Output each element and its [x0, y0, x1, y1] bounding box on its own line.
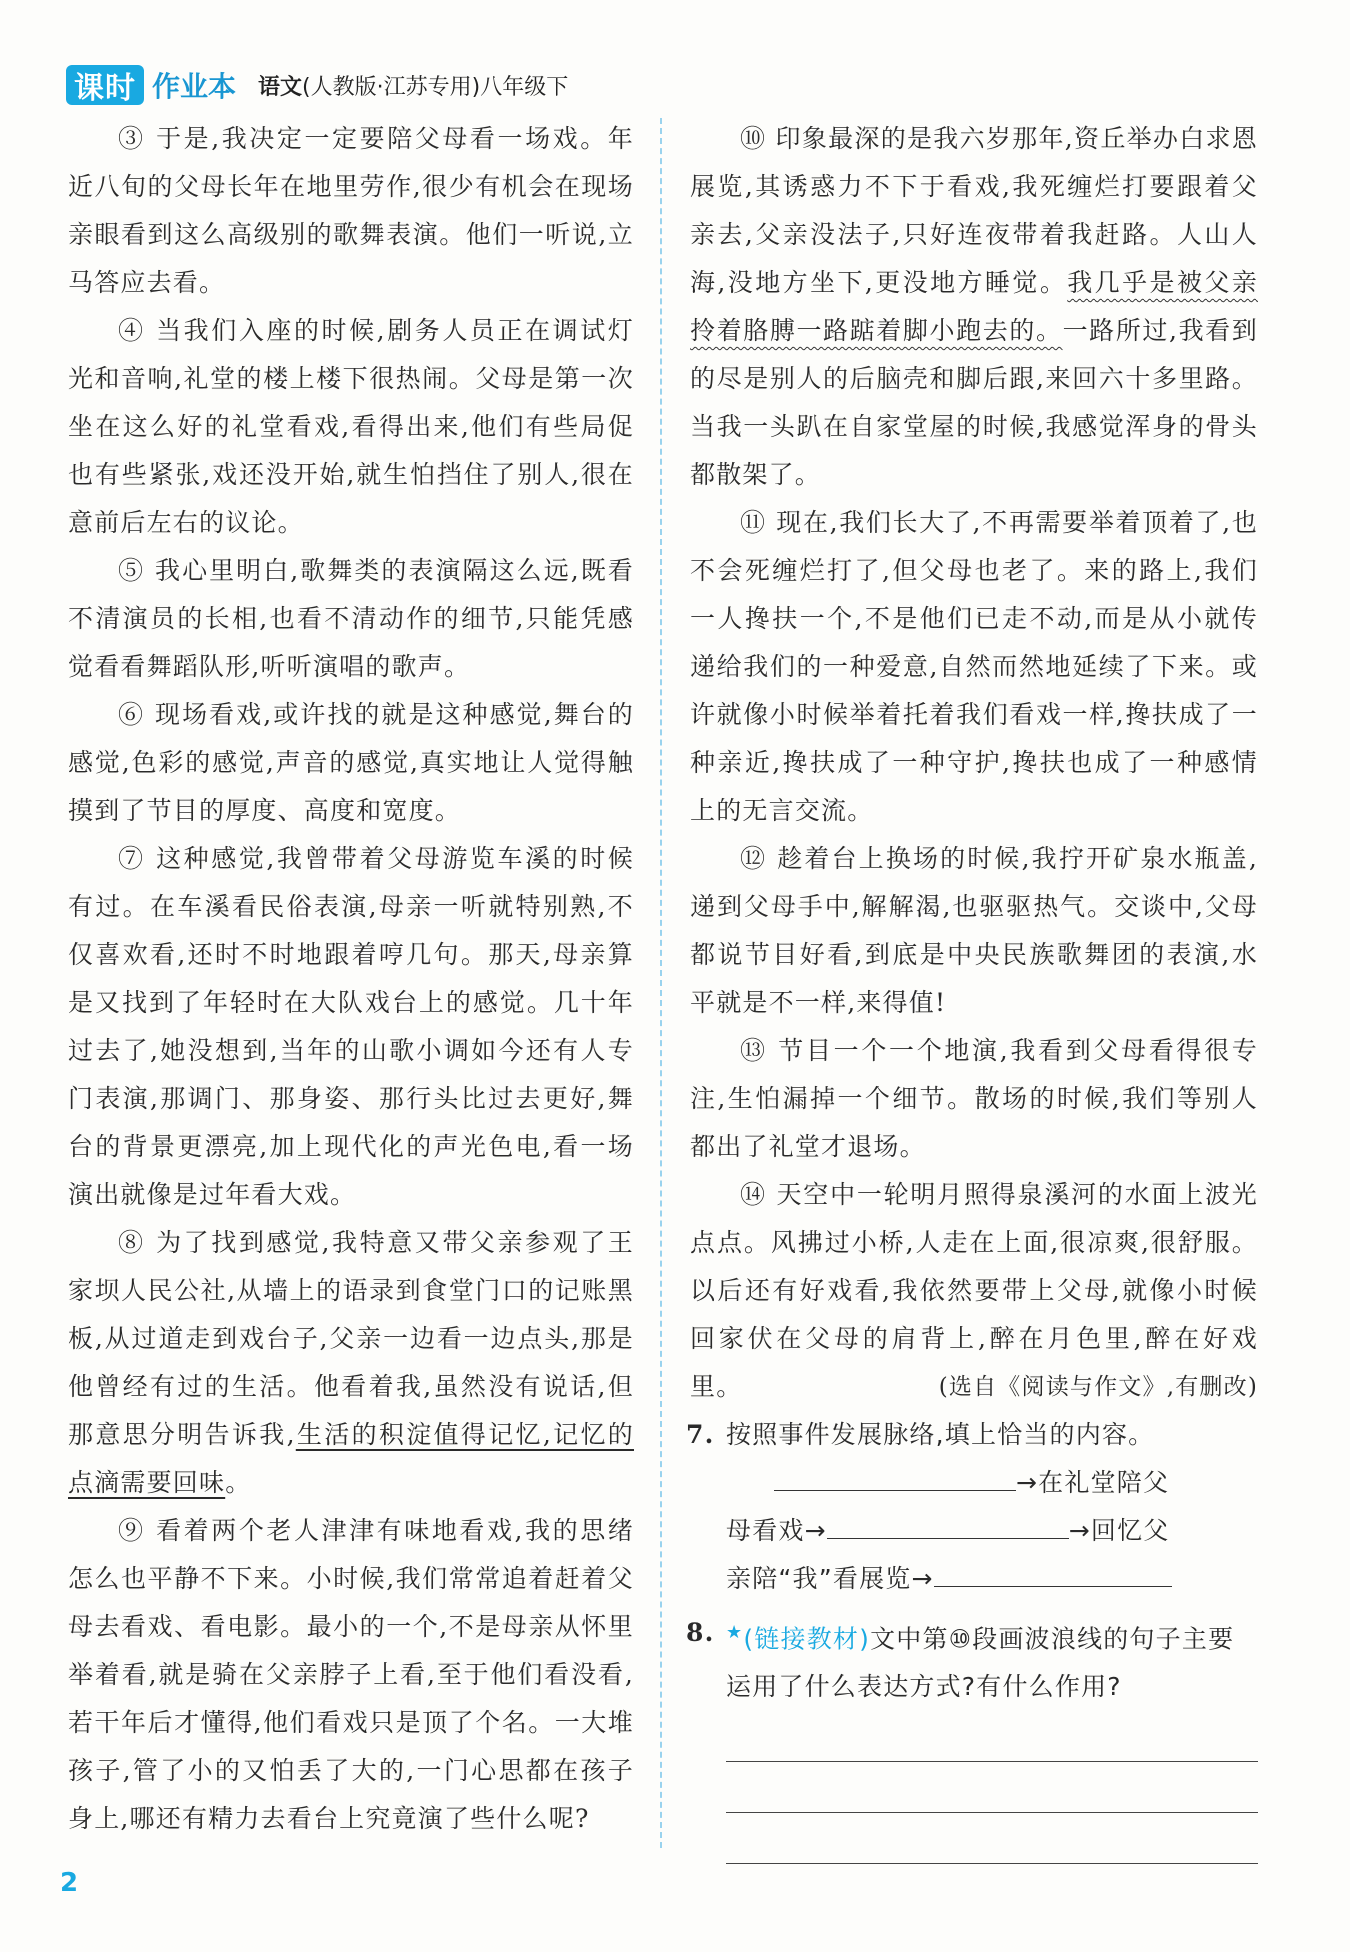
subject-name: 语文 [258, 74, 303, 100]
paragraph-8-end: 。 [225, 1468, 252, 1497]
flow-step-4: 亲陪“我”看展览→ [726, 1564, 934, 1593]
paragraph-12: ⑫ 趁着台上换场的时候,我拧开矿泉水瓶盖,递到父母手中,解解渴,也驱驱热气。交谈中,父母都说节目好看,到底是中央民族歌舞团的表演,水平就是不一样,来得值! [690, 844, 1258, 1017]
subject-label [258, 70, 568, 101]
paragraph-10-rest: 一路所过,我看到的尽是别人的后脑壳和脚后跟,来回六十多里路。当我一头趴在自家堂屋的时候,我感觉浑身的骨头都散架了。 [690, 316, 1258, 489]
answer-line-2[interactable] [726, 1762, 1258, 1813]
star-icon: ★ [726, 1622, 744, 1643]
paragraph-10-text: ⑩ 印象最深的是我六岁那年,资丘举办白求恩展览,其诱惑力不下于看戏,我死缠烂打要跟着父亲去,父亲没法子,只好连夜带着我赶路。人山人海,没地方坐下,更没地方睡觉。 [690, 124, 1258, 297]
answer-blank-1[interactable] [774, 1460, 1016, 1491]
paragraph-11: ⑪ 现在,我们长大了,不再需要举着顶着了,也不会死缠烂打了,但父母也老了。来的路上,我们一人搀扶一个,不是他们已走不动,而是从小就传递给我们的一种爱意,自然而然地延续了下来。或许就像小时候举着托着我们看戏一样,搀扶成了一种亲近,搀扶成了一种守护,搀扶也成了一种感情上的无言交流。 [690, 508, 1258, 825]
answer-blank-2[interactable] [827, 1508, 1069, 1539]
wavy-underlined-sentence: 我几乎是被父亲拎着胳膊一路踮着脚小跑去的。 [690, 268, 1258, 345]
paragraph-4: ④ 当我们入座的时候,剧务人员正在调试灯光和音响,礼堂的楼上楼下很热闹。父母是第一次坐在这么好的礼堂看戏,看得出来,他们有些局促也有些紧张,戏还没开始,就生怕挡住了别人,很在意前后左右的议论。 [68, 316, 634, 537]
paragraph-13: ⑬ 节目一个一个地演,我看到父母看得很专注,生怕漏掉一个细节。散场的时候,我们等别人都出了礼堂才退场。 [690, 1036, 1258, 1161]
paragraph-14 [690, 1171, 1258, 1411]
left-column [68, 115, 634, 1843]
flow-step-1: →在礼堂陪父 [1016, 1468, 1170, 1497]
textbook-link-tag: (链接教材) [743, 1624, 871, 1654]
paragraph-3: ③ 于是,我决定一定要陪父母看一场戏。年近八旬的父母长年在地里劳作,很少有机会在现场亲眼看到这么高级别的歌舞表演。他们一听说,立马答应去看。 [68, 124, 634, 297]
answer-line-3[interactable] [726, 1813, 1258, 1864]
question-7-number: 7. [686, 1420, 715, 1449]
paragraph-8-text: ⑧ 为了找到感觉,我特意又带父亲参观了王家坝人民公社,从墙上的语录到食堂门口的记账黑板,从过道走到戏台子,父亲一边看一边点头,那是他曾经有过的生活。他看着我,虽然没有说话,但那意思分明告诉我, [68, 1228, 634, 1449]
question-8-text: 文中第⑩段画波浪线的句子主要运用了什么表达方式?有什么作用? [726, 1624, 1235, 1702]
source-citation: (选自《阅读与作文》,有删改) [938, 1374, 1258, 1400]
right-column [686, 115, 1258, 1864]
flow-step-2: 母看戏→ [726, 1516, 827, 1545]
answer-line-1[interactable] [726, 1711, 1258, 1762]
question-7-text: 按照事件发展脉络,填上恰当的内容。 [726, 1420, 1155, 1449]
paragraph-10 [690, 115, 1258, 499]
paragraph-7: ⑦ 这种感觉,我曾带着父母游览车溪的时候有过。在车溪看民俗表演,母亲一听就特别熟,不仅喜欢看,还时不时地跟着哼几句。那天,母亲算是又找到了年轻时在大队戏台上的感觉。几十年过去了,她没想到,当年的山歌小调如今还有人专门表演,那调门、那身姿、那行头比过去更好,舞台的背景更漂亮,加上现代化的声光色电,看一场演出就像是过年看大戏。 [68, 844, 634, 1209]
paragraph-5: ⑤ 我心里明白,歌舞类的表演隔这么远,既看不清演员的长相,也看不清动作的细节,只能凭感觉看看舞蹈队形,听听演唱的歌声。 [68, 556, 634, 681]
edition-label: (人教版·江苏专用)八年级下 [302, 74, 569, 100]
brand-title: 作业本 [152, 70, 237, 103]
question-8 [686, 1609, 1258, 1711]
logo-text: 课时 [74, 71, 136, 106]
page-number: 2 [60, 1868, 79, 1898]
column-divider [660, 118, 662, 1848]
question-7 [686, 1411, 1258, 1603]
answer-blank-3[interactable] [934, 1556, 1172, 1587]
question-8-number: 8. [686, 1618, 715, 1647]
paragraph-14-text: ⑭ 天空中一轮明月照得泉溪河的水面上波光点点。风拂过小桥,人走在上面,很凉爽,很舒服。以后还有好戏看,我依然要带上父母,就像小时候回家伏在父母的肩背上,醉在月色里,醉在好戏里。 [690, 1180, 1258, 1401]
brand-logo [66, 65, 144, 105]
paragraph-8 [68, 1219, 634, 1507]
paragraph-9: ⑨ 看着两个老人津津有味地看戏,我的思绪怎么也平静不下来。小时候,我们常常追着赶着父母去看戏、看电影。最小的一个,不是母亲从怀里举着看,就是骑在父亲脖子上看,至于他们看没看,若干年后才懂得,他们看戏只是顶了个名。一大堆孩子,管了小的又怕丢了大的,一门心思都在孩子身上,哪还有精力去看台上究竟演了些什么呢? [68, 1516, 634, 1833]
paragraph-6: ⑥ 现场看戏,或许找的就是这种感觉,舞台的感觉,色彩的感觉,声音的感觉,真实地让人觉得触摸到了节目的厚度、高度和宽度。 [68, 700, 634, 825]
flow-step-3: →回忆父 [1068, 1516, 1170, 1545]
page-header [66, 62, 568, 108]
underlined-sentence: 生活的积淀值得记忆,记忆的点滴需要回味 [68, 1420, 634, 1497]
